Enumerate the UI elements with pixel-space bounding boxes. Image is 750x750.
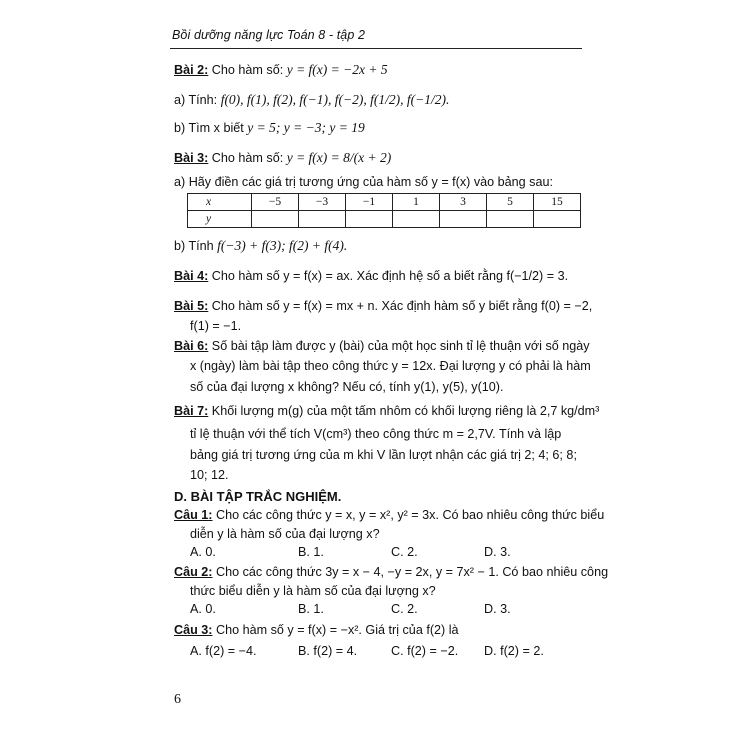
table-y-cell [299, 211, 346, 228]
cau2-text: Cho các công thức 3y = x − 4, −y = 2x, y = 7x² − 1. Có bao nhiêu công [216, 565, 609, 579]
cau2-line2: thức biểu diễn y là hàm số của đại lượng x? [190, 584, 436, 598]
cau1-answer-b: B. 1. [298, 545, 324, 559]
bai7-line3: bảng giá trị tương ứng của m khi V lần lượt nhận các giá trị 2; 4; 6; 8; [190, 448, 577, 462]
table-y-label: y [188, 211, 252, 228]
cau2-answer-c: C. 2. [391, 602, 418, 616]
cau1-line2: diễn y là hàm số của đại lượng x? [190, 527, 380, 541]
bai4 [174, 268, 568, 284]
cau2-answer-d: D. 3. [484, 602, 511, 616]
bai6-line3: số của đại lượng x không? Nếu có, tính y(1), y(5), y(10). [190, 380, 504, 394]
value-table [187, 193, 581, 228]
bai2-part-b [174, 120, 365, 136]
bai3-heading [174, 150, 391, 166]
bai2-title: Bài 2: [174, 63, 209, 77]
table-x-cell: 15 [534, 194, 581, 211]
table-row-y [188, 211, 581, 228]
cau3-answer-b: B. f(2) = 4. [298, 644, 358, 658]
table-x-cell: −1 [346, 194, 393, 211]
bai5-line1 [174, 298, 592, 314]
bai7-title: Bài 7: [174, 404, 209, 418]
bai3-b-text: b) Tính [174, 239, 214, 253]
table-y-cell [393, 211, 440, 228]
cau1-text: Cho các công thức y = x, y = x², y² = 3x. Có bao nhiêu công thức biểu [216, 508, 605, 522]
bai5-line2: f(1) = −1. [190, 319, 242, 333]
cau2-answer-a: A. 0. [190, 602, 216, 616]
bai6-title: Bài 6: [174, 339, 209, 353]
table-x-cell: 1 [393, 194, 440, 211]
bai6-line1 [174, 338, 590, 354]
cau2-title: Câu 2: [174, 565, 213, 579]
table-x-label: x [188, 194, 252, 211]
cau2-answer-b: B. 1. [298, 602, 324, 616]
cau3-answer-a: A. f(2) = −4. [190, 644, 257, 658]
table-x-cell: 3 [440, 194, 487, 211]
bai3-title: Bài 3: [174, 151, 209, 165]
bai2-intro: Cho hàm số: [211, 63, 284, 77]
bai6-line2: x (ngày) làm bài tập theo công thức y = 12x. Đại lượng y có phải là hàm [190, 359, 591, 373]
cau3-answer-d: D. f(2) = 2. [484, 644, 544, 658]
bai3-intro: Cho hàm số: [211, 151, 284, 165]
table-x-cell: 5 [487, 194, 534, 211]
bai3-formula: y = f(x) = 8/(x + 2) [286, 150, 392, 165]
bai3-part-a: a) Hãy điền các giá trị tương ứng của hàm số y = f(x) vào bảng sau: [174, 175, 553, 189]
table-x-cell: −5 [252, 194, 299, 211]
bai5-title: Bài 5: [174, 299, 209, 313]
header-rule [170, 48, 582, 49]
table-x-cell: −3 [299, 194, 346, 211]
bai4-text: Cho hàm số y = f(x) = ax. Xác định hệ số a biết rằng f(−1/2) = 3. [211, 269, 569, 283]
bai7-text: Khối lượng m(g) của một tấm nhôm có khối lượng riêng là 2,7 kg/dm³ [211, 404, 600, 418]
bai2-formula: y = f(x) = −2x + 5 [286, 62, 388, 77]
bai2-a-label: a) [174, 93, 186, 107]
table-y-cell [346, 211, 393, 228]
bai7-line4: 10; 12. [190, 468, 229, 482]
cau3-line1 [174, 622, 459, 638]
section-d-title: D. BÀI TẬP TRẮC NGHIỆM. [174, 489, 342, 504]
bai2-b-text: Tìm x biết [188, 121, 244, 135]
cau2-line1 [174, 564, 608, 580]
running-header: Bồi dưỡng năng lực Toán 8 - tập 2 [172, 28, 366, 42]
table-y-cell [252, 211, 299, 228]
table-y-cell [534, 211, 581, 228]
bai2-a-values: f(0), f(1), f(2), f(−1), f(−2), f(1/2), f(−1/2). [220, 92, 450, 107]
bai2-a-text: Tính: [188, 93, 218, 107]
bai2-b-values: y = 5; y = −3; y = 19 [247, 120, 365, 135]
cau1-title: Câu 1: [174, 508, 213, 522]
page-number: 6 [174, 692, 181, 707]
table-row-x [188, 194, 581, 211]
cau1-answer-a: A. 0. [190, 545, 216, 559]
table-y-cell [487, 211, 534, 228]
cau1-answer-c: C. 2. [391, 545, 418, 559]
cau3-text: Cho hàm số y = f(x) = −x². Giá trị của f(2) là [216, 623, 459, 637]
bai7-line2: tỉ lệ thuận với thể tích V(cm³) theo công thức m = 2,7V. Tính và lập [190, 427, 562, 441]
bai7-line1 [174, 403, 599, 419]
cau3-title: Câu 3: [174, 623, 213, 637]
bai2-part-a [174, 92, 449, 108]
cau3-answer-c: C. f(2) = −2. [391, 644, 459, 658]
bai6-text: Số bài tập làm được y (bài) của một học sinh tỉ lệ thuận với số ngày [211, 339, 590, 353]
bai2-b-label: b) [174, 121, 186, 135]
bai4-title: Bài 4: [174, 269, 209, 283]
bai2-heading [174, 62, 388, 78]
cau1-answer-d: D. 3. [484, 545, 511, 559]
cau1-line1 [174, 507, 604, 523]
bai5-text: Cho hàm số y = f(x) = mx + n. Xác định hàm số y biết rằng f(0) = −2, [211, 299, 593, 313]
bai3-b-values: f(−3) + f(3); f(2) + f(4). [217, 238, 348, 253]
bai3-part-b [174, 238, 347, 254]
table-y-cell [440, 211, 487, 228]
